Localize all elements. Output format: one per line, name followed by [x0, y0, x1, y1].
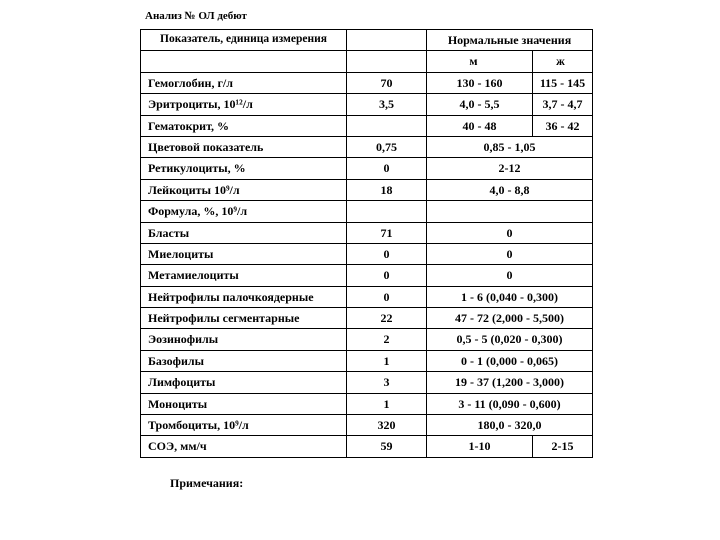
value-cell: 3 — [347, 372, 427, 393]
table-row — [141, 243, 593, 264]
table-row — [141, 286, 593, 307]
value-cell: 0 — [347, 158, 427, 179]
table-row — [141, 372, 593, 393]
table-row — [141, 72, 593, 93]
norm-male-cell: 4,0 - 5,5 — [427, 94, 533, 115]
indicator-cell: Тромбоциты, 10⁹/л — [141, 415, 347, 436]
norm-cell: 19 - 37 (1,200 - 3,000) — [427, 372, 593, 393]
norm-cell: 0,5 - 5 (0,020 - 0,300) — [427, 329, 593, 350]
header-male: м — [427, 51, 533, 72]
indicator-cell: СОЭ, мм/ч — [141, 436, 347, 457]
indicator-cell: Лимфоциты — [141, 372, 347, 393]
norm-cell: 3 - 11 (0,090 - 0,600) — [427, 393, 593, 414]
indicator-cell: Нейтрофилы палочкоядерные — [141, 286, 347, 307]
table-row — [141, 436, 593, 457]
table-row — [141, 415, 593, 436]
table-row — [141, 94, 593, 115]
header-empty-value — [347, 51, 427, 72]
norm-cell: 47 - 72 (2,000 - 5,500) — [427, 308, 593, 329]
value-cell: 18 — [347, 179, 427, 200]
indicator-cell: Бласты — [141, 222, 347, 243]
header-row-sex — [141, 51, 593, 72]
norm-cell — [427, 201, 593, 222]
indicator-cell: Эритроциты, 10¹²/л — [141, 94, 347, 115]
header-empty-indicator — [141, 51, 347, 72]
lab-results-table — [140, 29, 593, 458]
indicator-cell: Формула, %, 10⁹/л — [141, 201, 347, 222]
indicator-cell: Гематокрит, % — [141, 115, 347, 136]
norm-cell: 0 — [427, 222, 593, 243]
value-cell: 22 — [347, 308, 427, 329]
norm-female-cell: 36 - 42 — [533, 115, 593, 136]
value-cell: 0 — [347, 243, 427, 264]
indicator-cell: Ретикулоциты, % — [141, 158, 347, 179]
table-row — [141, 179, 593, 200]
indicator-cell: Базофилы — [141, 350, 347, 371]
norm-cell: 1 - 6 (0,040 - 0,300) — [427, 286, 593, 307]
indicator-cell: Гемоглобин, г/л — [141, 72, 347, 93]
value-cell — [347, 201, 427, 222]
indicator-cell: Лейкоциты 10⁹/л — [141, 179, 347, 200]
value-cell — [347, 115, 427, 136]
table-row — [141, 201, 593, 222]
norm-male-cell: 1-10 — [427, 436, 533, 457]
header-female: ж — [533, 51, 593, 72]
norm-cell: 0 - 1 (0,000 - 0,065) — [427, 350, 593, 371]
norm-cell: 0,85 - 1,05 — [427, 136, 593, 157]
table-row — [141, 265, 593, 286]
norm-cell: 4,0 - 8,8 — [427, 179, 593, 200]
table-row — [141, 329, 593, 350]
value-cell: 3,5 — [347, 94, 427, 115]
norm-male-cell: 130 - 160 — [427, 72, 533, 93]
norm-female-cell: 3,7 - 4,7 — [533, 94, 593, 115]
table-row — [141, 222, 593, 243]
value-cell: 70 — [347, 72, 427, 93]
table-row — [141, 136, 593, 157]
indicator-cell: Моноциты — [141, 393, 347, 414]
header-value-column — [347, 30, 427, 51]
value-cell: 2 — [347, 329, 427, 350]
norm-cell: 0 — [427, 243, 593, 264]
table-header — [141, 30, 593, 73]
value-cell: 71 — [347, 222, 427, 243]
table-row — [141, 350, 593, 371]
value-cell: 1 — [347, 393, 427, 414]
table-row — [141, 158, 593, 179]
indicator-cell: Цветовой показатель — [141, 136, 347, 157]
norm-cell: 0 — [427, 265, 593, 286]
header-row-main — [141, 30, 593, 51]
table-row — [141, 393, 593, 414]
value-cell: 59 — [347, 436, 427, 457]
indicator-cell: Метамиелоциты — [141, 265, 347, 286]
value-cell: 1 — [347, 350, 427, 371]
header-indicator: Показатель, единица измерения — [141, 30, 347, 51]
norm-female-cell: 115 - 145 — [533, 72, 593, 93]
table-row — [141, 308, 593, 329]
indicator-cell: Нейтрофилы сегментарные — [141, 308, 347, 329]
document-title: Анализ № ОЛ дебют — [145, 10, 247, 22]
value-cell: 0 — [347, 286, 427, 307]
norm-cell: 2-12 — [427, 158, 593, 179]
value-cell: 0 — [347, 265, 427, 286]
norm-female-cell: 2-15 — [533, 436, 593, 457]
norm-cell: 180,0 - 320,0 — [427, 415, 593, 436]
notes-label: Примечания: — [170, 475, 244, 490]
header-normal-values: Нормальные значения — [427, 30, 593, 51]
value-cell: 320 — [347, 415, 427, 436]
table-row — [141, 115, 593, 136]
norm-male-cell: 40 - 48 — [427, 115, 533, 136]
indicator-cell: Эозинофилы — [141, 329, 347, 350]
lab-table-body — [141, 72, 593, 457]
value-cell: 0,75 — [347, 136, 427, 157]
indicator-cell: Миелоциты — [141, 243, 347, 264]
